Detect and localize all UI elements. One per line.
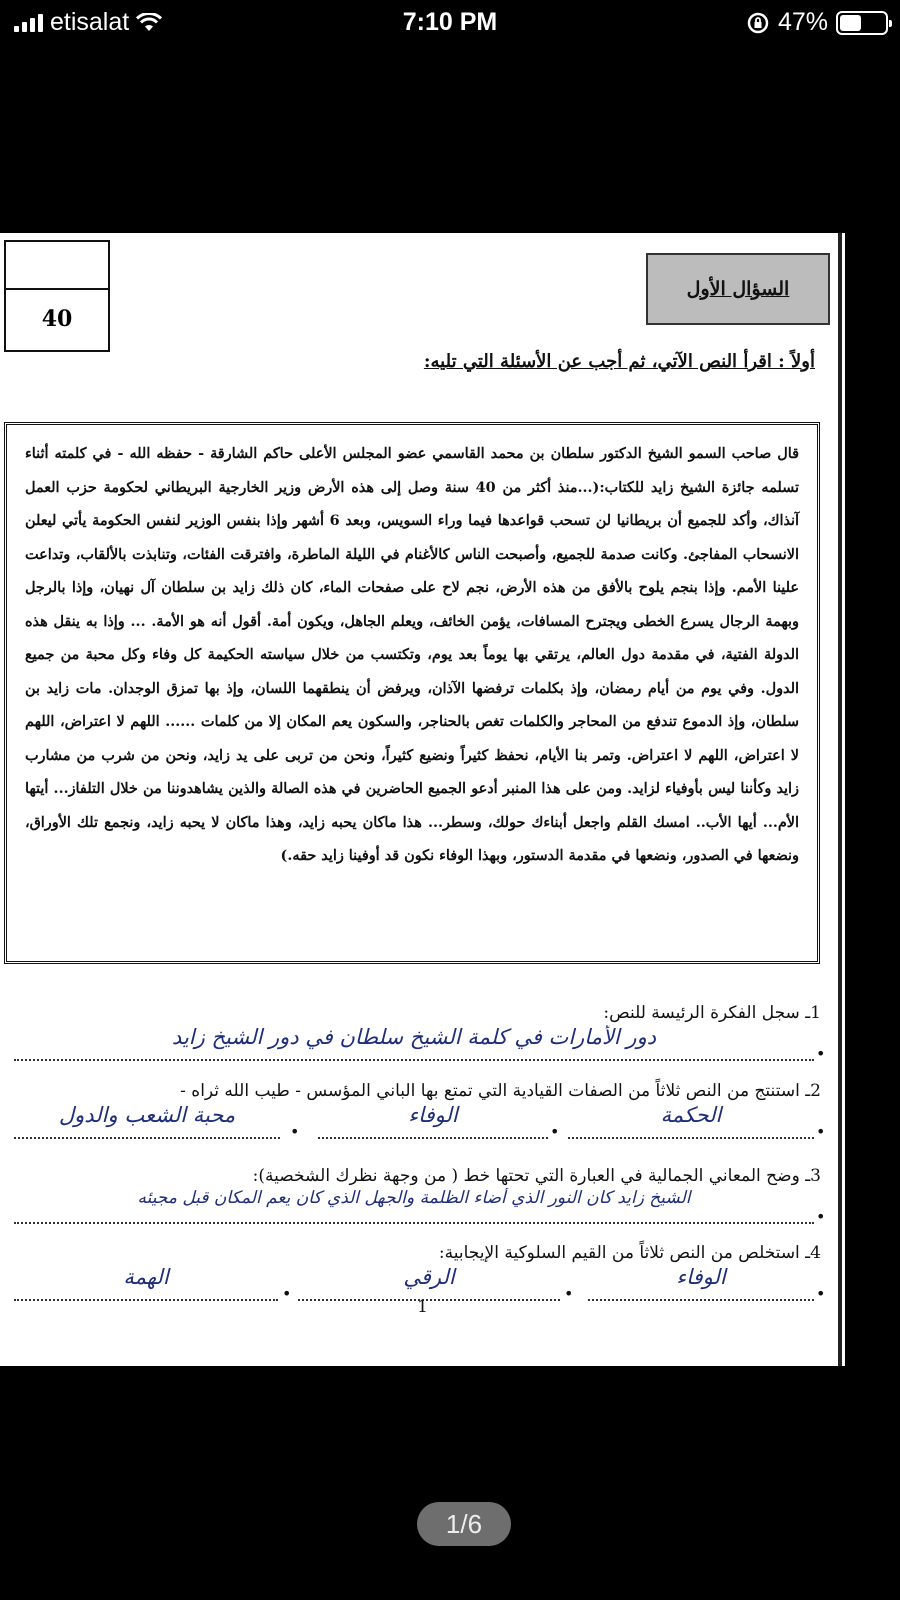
answer-line: الهمة xyxy=(14,1265,278,1301)
answer-row-2: الحكمة • الوفاء • محبة الشعب والدول • xyxy=(8,1103,828,1139)
question-number: 1 xyxy=(810,1003,821,1023)
page-edge xyxy=(838,233,842,1366)
question-2 xyxy=(1,1081,821,1101)
answer-line: الشيخ زايد كان النور الذي أضاء الظلمة والجهل الذي كان يعم المكان قبل مجيئه xyxy=(14,1188,814,1224)
question-text: ـ سجل الفكرة الرئيسة للنص: xyxy=(603,1003,811,1023)
question-4 xyxy=(1,1243,821,1263)
status-right xyxy=(746,8,888,37)
question-title: السؤال الأول xyxy=(646,253,830,325)
answer-line: الحكمة xyxy=(568,1103,814,1139)
answer-row-1: دور الأمارات في كلمة الشيخ سلطان في دور الشيخ زايد • xyxy=(8,1025,828,1061)
question-3 xyxy=(1,1166,821,1186)
instruction: أولاً : اقرأ النص الآتي، ثم أجب عن الأسئلة التي تليه: xyxy=(423,351,815,372)
clock: 7:10 PM xyxy=(402,8,498,36)
page-indicator[interactable]: 1/6 xyxy=(417,1502,511,1546)
battery-fill xyxy=(840,15,861,31)
answer-row-4: الوفاء • الرقي • الهمة • xyxy=(8,1265,828,1301)
question-text: ـ استنتج من النص ثلاثاً من الصفات القيادية التي تمتع بها الباني المؤسس - طيب الله ثراه - xyxy=(180,1081,811,1101)
carrier-name: etisalat xyxy=(50,8,130,36)
document-page xyxy=(0,233,845,1366)
reading-passage: قال صاحب السمو الشيخ الدكتور سلطان بن محمد القاسمي عضو المجلس الأعلى حاكم الشارقة - حفظه الله - في كلمته أثناء تسلمه جائزة الشيخ زايد للكتاب:(...منذ أكثر من 40 سنة وصل إلى هذه الأرض وزير الخارجية البريطاني لحكومة حزب العمل آنذاك، وأكد للجميع أن بريطانيا لن تسحب قواعدها فيما وراء السويس، وبعد 6 أشهر وإذا بنفس الوزير لنفس الحكومة يأتي ليعلن الانسحاب المفاجئ. وكانت صدمة للجميع، وأصبحت الناس كالأغنام في الليلة الماطرة، وافترقت الفئات، وتنابذت بالألقاب، وتداعت علينا الأمم. وإذا بنجم يلوح بالأفق من هذه الأرض، نجم لاح على صفحات الماء، كان ذلك زايد بن سلطان آل نهيان، وإذا بالرجل وبهمة الرجال يسرع الخطى ويجترح المسافات، يؤمن الخائف، ويعلم الجاهل، ويكون أمة. أقول أنه هو الأمة. ... وإذا به ينقل هذه الدولة الفتية، في مقدمة دول العالم، يرتقي بها يوماً بعد يوم، وتكتسب من خلال سياسته الحكيمة كل وفاء وكل محبة من جميع الدول. وفي يوم من أيام رمضان، وإذ بكلمات ترفضها الآذان، ويرفض أن ينطقهما اللسان، وإذ بها تمزق الوجدان. مات زايد بن سلطان، وإذ الدموع تندفع من المحاجر والكلمات تغص بالحناجر، والسكون يعم المكان إلا من كلمات ...... اللهم لا اعتراض، اللهم لا اعتراض، اللهم لا اعتراض. وتمر بنا الأيام، نحفظ كثيراً ونضيع كثيراً، ونحن من تربى على يد زايد، ونحن من شرب من مشارب زايد وكأننا ليس بأوفياء لزايد. ومن على هذا المنبر أدعو الجميع الحاضرين في هذه الصالة والذين يشاهدوننا من خلال التلفاز... أيتها الأم... أيها الأب.. امسك القلم واجعل أبناءك حولك، وسطر... هذا ماكان يحبه زايد، وهذا ماكان لا يحبه زايد، ونجمع تلك الأوراق، ونضعها في الصدور، ونضعها في مقدمة الدستور، وبهذا الوفاء نكون قد أوفينا زايد حقه.) xyxy=(4,422,820,964)
question-number: 2 xyxy=(810,1081,821,1101)
answer-line: الوفاء xyxy=(588,1265,814,1301)
battery-percent: 47% xyxy=(777,8,828,36)
score-value: 40 xyxy=(41,306,73,332)
page-number: 1 xyxy=(417,1297,428,1317)
question-text: ـ وضح المعاني الجمالية في العبارة التي تحتها خط ( من وجهة نظرك الشخصية): xyxy=(252,1166,811,1186)
answer-line: محبة الشعب والدول xyxy=(14,1103,280,1139)
rotation-lock-icon xyxy=(746,11,770,35)
answer-row-3: الشيخ زايد كان النور الذي أضاء الظلمة والجهل الذي كان يعم المكان قبل مجيئه • xyxy=(8,1188,828,1224)
question-number: 4 xyxy=(810,1243,821,1263)
score-box xyxy=(4,240,110,352)
question-number: 3 xyxy=(810,1166,821,1186)
score-box-top xyxy=(6,242,108,290)
answer-line: الوفاء xyxy=(318,1103,548,1139)
question-text: ـ استخلص من النص ثلاثاً من القيم السلوكية الإيجابية: xyxy=(438,1243,811,1263)
answer-line: دور الأمارات في كلمة الشيخ سلطان في دور الشيخ زايد xyxy=(14,1025,814,1061)
question-1 xyxy=(1,1003,821,1023)
status-bar xyxy=(0,0,900,46)
battery-icon xyxy=(836,11,888,35)
answer-line: الرقي xyxy=(298,1265,560,1301)
